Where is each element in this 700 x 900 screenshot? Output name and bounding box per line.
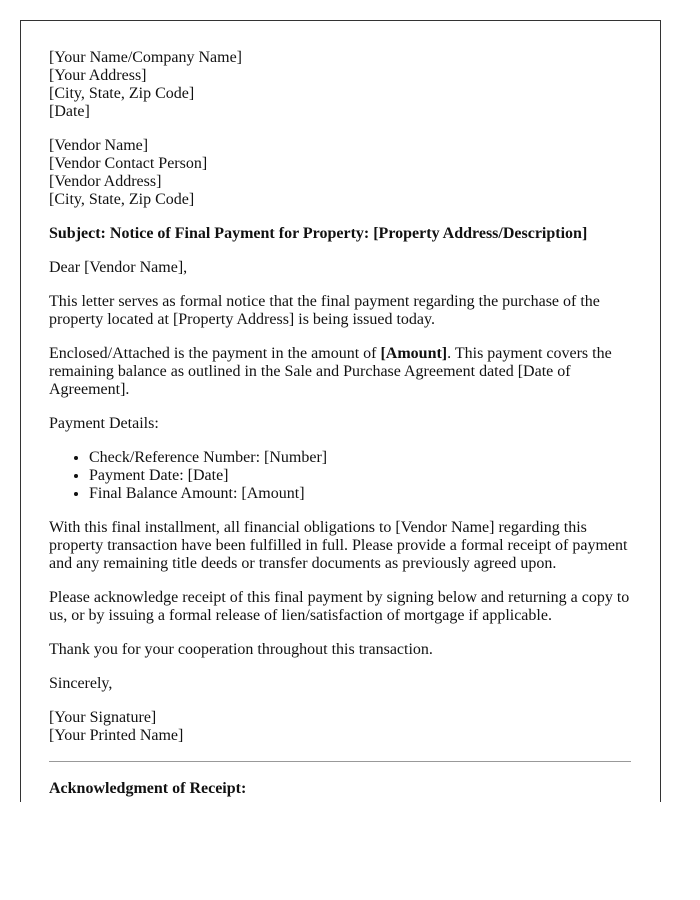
divider: [49, 761, 631, 762]
sender-name: [Your Name/Company Name]: [49, 49, 243, 66]
acknowledgment-heading: [49, 780, 631, 798]
paragraph-obligations: With this final installment, all financial obligations to [Vendor Name] regarding this property transaction have been fulfilled in full. Please provide a formal receipt of payment and any remaining title deeds or transfer documents as previously agreed upon.: [49, 519, 628, 572]
vendor-name: [Vendor Name]: [49, 137, 149, 154]
vendor-address: [Vendor Address]: [49, 173, 162, 190]
closing: Sincerely,: [49, 675, 113, 692]
subject-text: Subject: Notice of Final Payment for Property: [Property Address/Description]: [49, 225, 588, 242]
paragraph-payment: [49, 345, 631, 399]
details-heading: Payment Details:: [49, 415, 159, 432]
sender-address: [49, 49, 631, 121]
para2-pre: Enclosed/Attached is the payment in the amount of: [49, 345, 381, 362]
sender-city: [City, State, Zip Code]: [49, 85, 195, 102]
paragraph-thanks: Thank you for your cooperation throughout this transaction.: [49, 641, 433, 658]
vendor-contact: [Vendor Contact Person]: [49, 155, 208, 172]
list-item: • Final Balance Amount: [Amount]: [89, 485, 631, 503]
paragraph-notice: This letter serves as formal notice that the final payment regarding the purchase of the property located at [Property Address] is being issued today.: [49, 293, 600, 328]
letter-page: [20, 20, 661, 802]
list-item: • Payment Date: [Date]: [89, 467, 631, 485]
subject-line: [49, 225, 631, 243]
signature-block: [49, 709, 631, 745]
recipient-address: [49, 137, 631, 209]
list-item: • Check/Reference Number: [Number]: [89, 449, 631, 467]
paragraph-acknowledge: Please acknowledge receipt of this final payment by signing below and returning a copy to us, or by issuing a formal release of lien/satisfaction of mortgage if applicable.: [49, 589, 630, 624]
printed-name: [Your Printed Name]: [49, 727, 184, 744]
vendor-city: [City, State, Zip Code]: [49, 191, 195, 208]
ack-heading-text: Acknowledgment of Receipt:: [49, 780, 247, 797]
para2-post: . This payment covers the remaining balance as outlined in the Sale and Purchase Agreement dated [Date of Agreement].: [49, 345, 612, 398]
salutation: Dear [Vendor Name],: [49, 259, 188, 276]
letter-date: [Date]: [49, 103, 90, 120]
payment-details-list: [49, 449, 631, 503]
signature: [Your Signature]: [49, 709, 157, 726]
sender-address-line: [Your Address]: [49, 67, 147, 84]
amount-placeholder: [Amount]: [380, 345, 448, 362]
